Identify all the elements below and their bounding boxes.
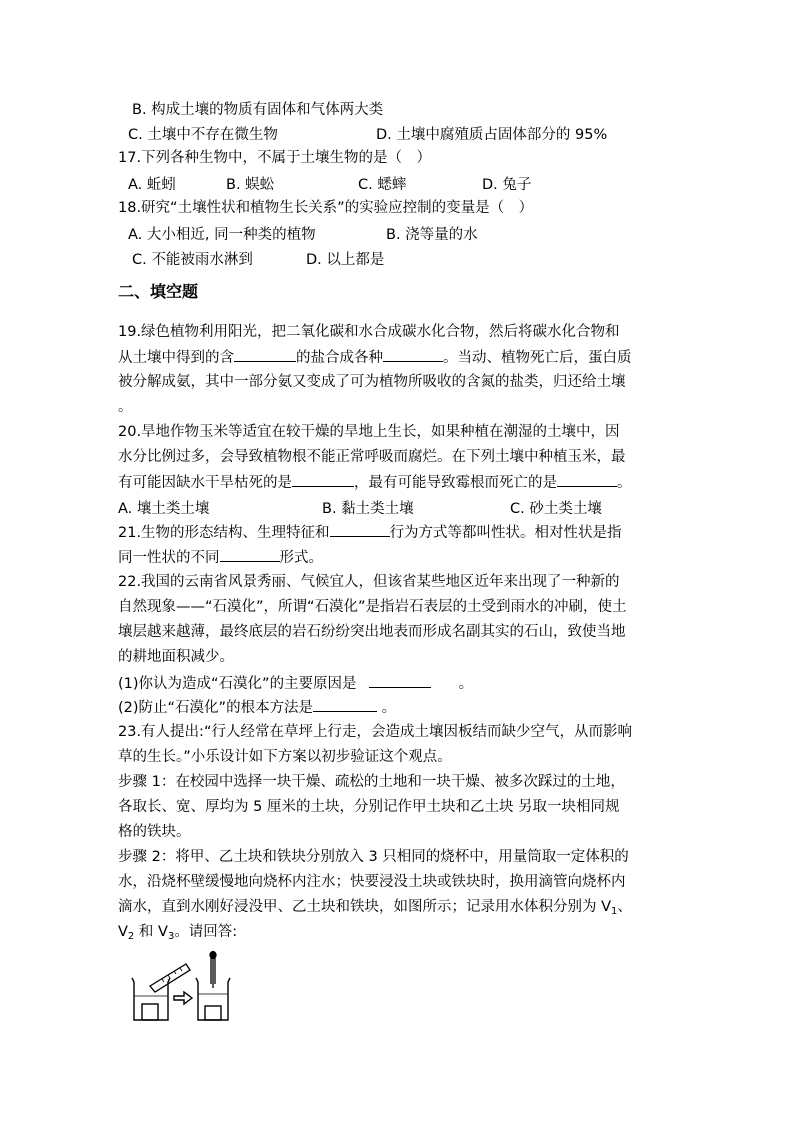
- answer-blank[interactable]: [557, 472, 617, 487]
- q17-stem: 17.下列各种生物中，不属于土壤生物的是（ ）: [118, 150, 432, 166]
- q23-step2-line-1: 步骤 2：将甲、乙土块和铁块分别放入 3 只相同的烧杯中，用量筒取一定体积的: [118, 849, 629, 865]
- q22-part-1: [118, 673, 678, 694]
- q21-line-2: [118, 547, 678, 568]
- answer-blank[interactable]: [330, 522, 390, 537]
- q20-line-1: 20.旱地作物玉米等适宜在较干燥的旱地上生长，如果种植在潮湿的土壤中，因: [118, 424, 620, 440]
- dropper-icon: [210, 952, 216, 989]
- q22-line-2: 自然现象——“石漠化”，所谓“石漠化”是指岩石表层的土受到雨水的冲刷，使土: [118, 599, 627, 615]
- q18-stem: 18.研究“土壤性状和植物生长关系”的实验应控制的变量是（ ）: [118, 200, 534, 216]
- answer-blank[interactable]: [234, 347, 296, 362]
- v3-subscript: 3: [167, 931, 175, 942]
- q23-and: 和 V: [134, 924, 168, 940]
- arrow-right-icon: [174, 992, 192, 1004]
- q23-line-1: 23.有人提出:“行人经常在草坪上行走，会造成土壤因板结而缺少空气，从而影响: [118, 724, 632, 740]
- q19-line-1: 19.绿色植物利用阳光，把二氧化碳和水合成碳水化合物，然后将碳水化合物和: [118, 324, 620, 340]
- q19-line-3: 被分解成氨，其中一部分氨又变成了可为植物所吸收的含氮的盐类，归还给土壤: [118, 374, 626, 390]
- q22-part1-end: 。: [458, 676, 474, 692]
- q23-step2-text: 滴水，直到水刚好浸没甲、乙土块和铁块，如图所示；记录用水体积分别为 V: [118, 899, 612, 915]
- q20-option-b: B. 黏土类土壤: [322, 501, 414, 517]
- q21-text-a: 21.生物的形态结构、生理特征和: [118, 525, 330, 541]
- q19-line-2: [118, 347, 678, 368]
- q19-text-c: 。当动、植物死亡后，蛋白质: [443, 350, 632, 366]
- v-symbol: V: [118, 924, 128, 940]
- experiment-figure: [128, 950, 258, 1025]
- q21-text-b: 行为方式等都叫性状。相对性状是指: [389, 525, 622, 541]
- q23-step2-line-2: 水，沿烧杯壁缓慢地向烧杯内注水；快要浸没土块或铁块时，换用滴管向烧杯内: [118, 874, 626, 890]
- q21-text-a: 同一性状的不同: [118, 550, 220, 566]
- q22-line-4: 的耕地面积减少。: [118, 649, 234, 665]
- q20-option-c: C. 砂土类土壤: [510, 501, 602, 517]
- v2-subscript: 2: [127, 931, 135, 942]
- q20-line-2: 水分比例过多，会导致植物根不能正常呼吸而腐烂。在下列土壤中种植玉米，最: [118, 449, 626, 465]
- answer-blank[interactable]: [292, 472, 354, 487]
- q22-part-2: [118, 697, 678, 718]
- q16-option-d: D. 土壤中腐殖质占固体部分的 95%: [376, 127, 608, 143]
- section-heading: 二、填空题: [118, 282, 199, 301]
- q23-step1-line-1: 步骤 1：在校园中选择一块干燥、疏松的土地和一块干燥、被多次踩过的土地，: [118, 774, 625, 790]
- q22-part2-end: 。: [377, 700, 397, 716]
- q23-sep: 、: [617, 899, 632, 915]
- q16-option-b: B. 构成土壤的物质有固体和气体两大类: [132, 102, 384, 118]
- answer-blank[interactable]: [220, 547, 280, 562]
- q18-option-c: C. 不能被雨水淋到: [132, 252, 253, 268]
- q17-option-c: C. 蟋蟀: [358, 177, 407, 193]
- q23-step1-line-2: 各取长、宽、厚均为 5 厘米的土块，分别记作甲土块和乙土块 另取一块相同规: [118, 799, 620, 815]
- measuring-cylinder-icon: [150, 964, 190, 992]
- q18-option-d: D. 以上都是: [306, 252, 385, 268]
- answer-blank[interactable]: [313, 697, 377, 712]
- q20-text-b: ，最有可能导致霉根而死亡的是: [354, 475, 557, 491]
- q17-option-b: B. 蜈蚣: [226, 177, 275, 193]
- answer-blank[interactable]: [383, 347, 443, 362]
- v1-subscript: 1: [611, 906, 618, 917]
- q17-option-a: A. 蚯蚓: [128, 177, 176, 193]
- q19-text-b: 的盐合成各种: [296, 350, 383, 366]
- q21-text-b: 形式。: [279, 550, 323, 566]
- q21-line-1: [118, 522, 678, 543]
- q19-line-4: 。: [118, 399, 133, 415]
- q17-option-d: D. 兔子: [482, 177, 532, 193]
- q20-text-a: 有可能因缺水干旱枯死的是: [118, 475, 292, 491]
- q23-answer-prompt: 。请回答:: [174, 924, 238, 940]
- q20-text-c: 。: [617, 475, 632, 491]
- q22-part2-text: (2)防止“石漠化”的根本方法是: [118, 700, 314, 716]
- q22-line-1: 22.我国的云南省风景秀丽、气候宜人，但该省某些地区近年来出现了一种新的: [118, 574, 620, 590]
- q18-option-a: A. 大小相近, 同一种类的植物: [128, 227, 316, 243]
- q22-part1-text: (1)你认为造成“石漠化”的主要原因是: [118, 676, 357, 692]
- answer-blank[interactable]: [369, 673, 431, 688]
- q20-option-a: A. 壤土类土壤: [118, 501, 210, 517]
- q22-line-3: 壤层越来越薄，最终底层的岩石纷纷突出地表而形成名副其实的石山，致使当地: [118, 624, 626, 640]
- q23-step2-line-3: [118, 897, 678, 917]
- q23-line-2: 草的生长。”小乐设计如下方案以初步验证这个观点。: [118, 749, 452, 765]
- q16-option-c: C. 土壤中不存在微生物: [128, 127, 278, 143]
- q18-option-b: B. 浇等量的水: [386, 227, 478, 243]
- q19-text-a: 从土壤中得到的含: [118, 350, 234, 366]
- q23-step2-line-4: [118, 922, 678, 942]
- q20-line-3: [118, 472, 678, 493]
- q23-step1-line-3: 格的铁块。: [118, 824, 191, 840]
- left-beaker-icon: [132, 978, 170, 1020]
